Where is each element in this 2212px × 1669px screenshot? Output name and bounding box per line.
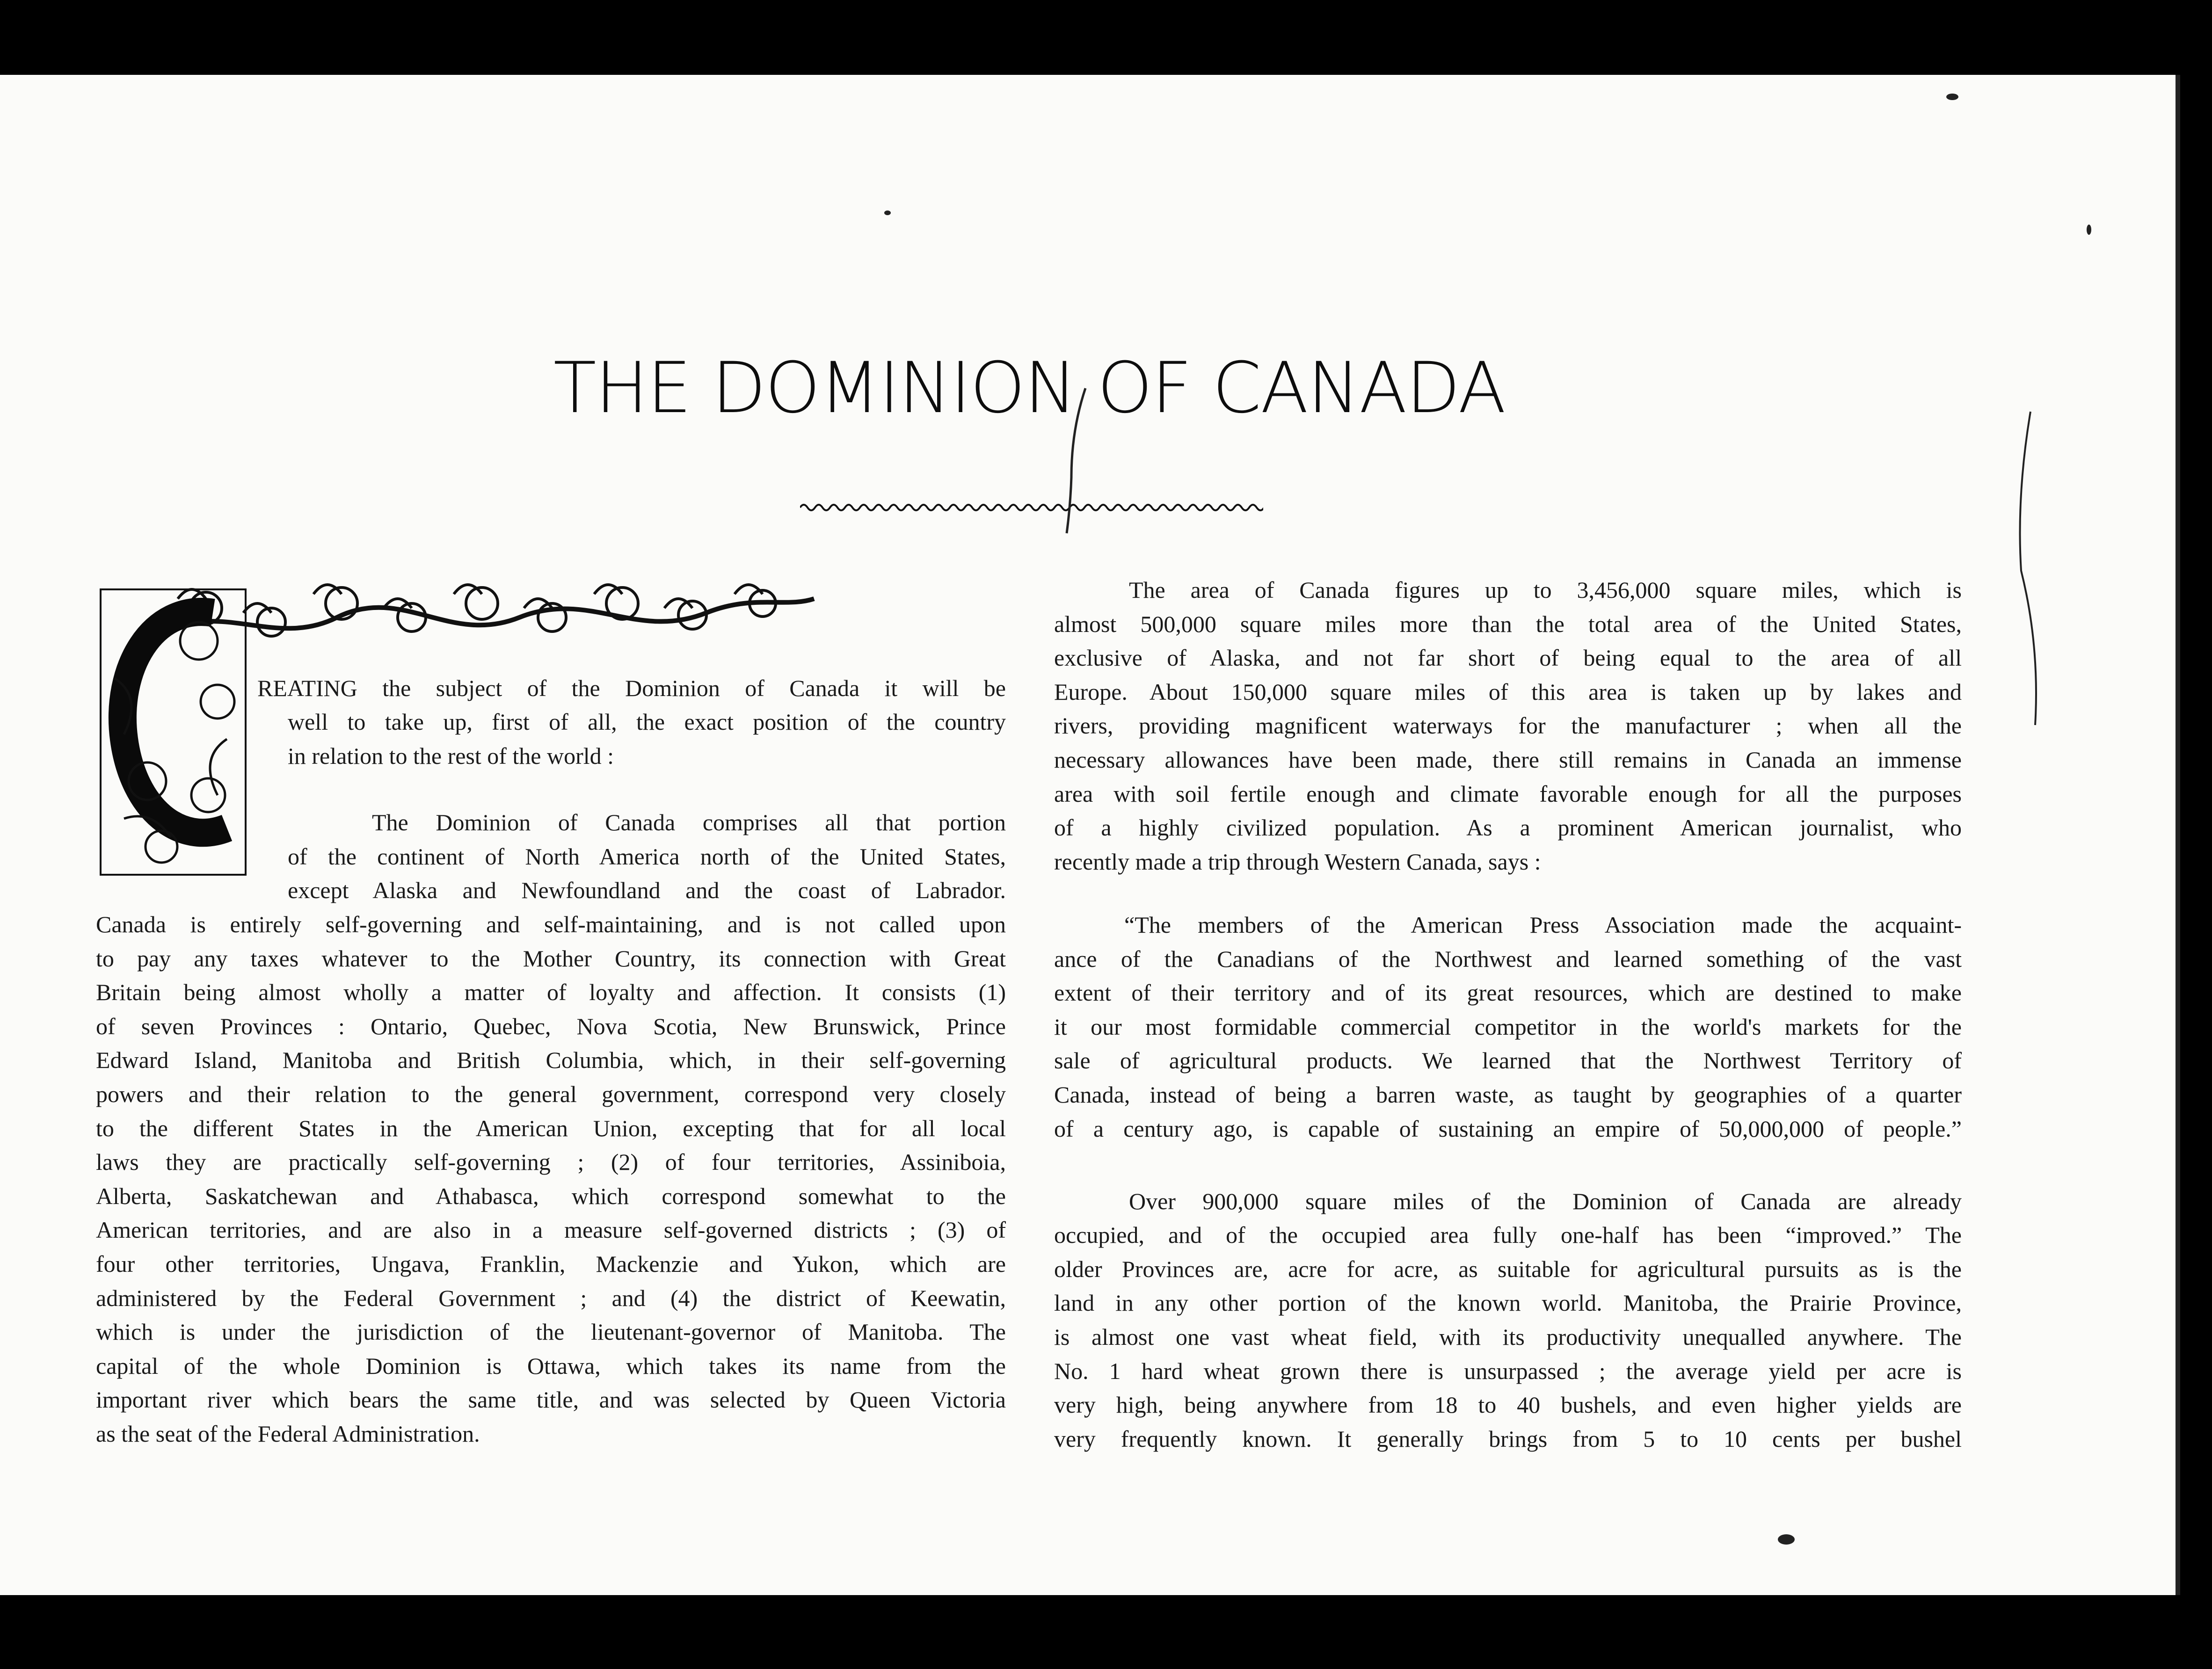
pencil-mark [2012,402,2068,730]
text-line: Over 900,000 square miles of the Dominion of Canada are already [1129,1188,1962,1214]
text-line: rivers, providing magnificent waterways for the manufacturer ; when all the [1054,712,1962,739]
text-line: powers and their relation to the general government, correspond very closely [96,1081,1006,1107]
text-line: area with soil fertile enough and climate favorable enough for all the purposes [1054,780,1962,807]
intro-line: REATING the subject of the Dominion of Canada it will be [257,675,1006,701]
text-line: Britain being almost wholly a matter of loyalty and affection. It consists (1) [96,979,1006,1006]
wavy-rule [800,498,1263,517]
text-line: to the different States in the American Union, excepting that for all local [96,1115,1006,1141]
right-column [1054,573,1962,1476]
pencil-mark [1053,384,1109,538]
text-line: very frequently known. It generally brings from 5 to 10 cents per bushel [1054,1425,1962,1452]
text-line: as the seat of the Federal Administration. [96,1420,480,1447]
text-line: which is under the jurisdiction of the lieutenant-governor of Manitoba. The [96,1319,1006,1345]
text-line: almost 500,000 square miles more than the total area of the United States, [1054,610,1962,637]
text-line: ance of the Canadians of the Northwest and learned something of the vast [1054,945,1962,972]
text-line: No. 1 hard wheat grown there is unsurpassed ; the average yield per acre is [1054,1357,1962,1384]
left-column [96,566,1006,1464]
paragraph-2-indented [288,805,1006,907]
text-line: Edward Island, Manitoba and British Columbia, which, in their self-governing [96,1047,1006,1074]
scan-speck [2087,225,2091,235]
paragraph-gap [1054,1146,1962,1180]
text-line: recently made a trip through Western Canada, says : [1054,848,1541,875]
text-line: Europe. About 150,000 square miles of this area is taken up by lakes and [1054,678,1962,705]
ornamental-drop-cap [96,585,250,879]
text-line: important river which bears the same title, and was selected by Queen Victoria [96,1386,1006,1413]
page-title: THE DOMINION OF CANADA [553,348,1506,429]
text-line: four other territories, Ungava, Franklin, Mackenzie and Yukon, which are [96,1250,1006,1277]
text-line: sale of agricultural products. We learned that the Northwest Territory of [1054,1047,1962,1074]
text-line: administered by the Federal Government ; and (4) the district of Keewatin, [96,1284,1006,1311]
text-line: very high, being anywhere from 18 to 40 bushels, and even higher yields are [1054,1392,1962,1418]
text-line: occupied, and of the occupied area fully one-half has been “improved.” The [1054,1222,1962,1248]
text-line: except Alaska and Newfoundland and the coast of Labrador. [288,877,1006,904]
paragraph-area [1054,573,1962,878]
text-line: of a highly civilized population. As a prominent American journalist, who [1054,814,1962,841]
paragraph-occupied [1054,1184,1962,1456]
paragraph-2 [96,907,1006,1451]
text-line: of seven Provinces : Ontario, Quebec, Nova Scotia, New Brunswick, Prince [96,1013,1006,1039]
scan-speck [1778,1534,1795,1545]
text-line: capital of the whole Dominion is Ottawa, which takes its name from the [96,1352,1006,1379]
text-line: The area of Canada figures up to 3,456,000 square miles, which is [1129,577,1962,603]
text-line: American territories, and are also in a measure self-governed districts ; (3) of [96,1217,1006,1243]
text-line: it our most formidable commercial competitor in the world's markets for the [1054,1013,1962,1040]
text-line: Canada is entirely self-governing and self-maintaining, and is not called upon [96,911,1006,937]
scan-speck [884,210,891,215]
text-line: The Dominion of Canada comprises all that portion [372,809,1006,835]
scan-speck [1946,94,1958,100]
text-line: to pay any taxes whatever to the Mother Country, its connection with Great [96,945,1006,972]
text-line: of a century ago, is capable of sustaining an empire of 50,000,000 of people.” [1054,1115,1962,1142]
text-line: necessary allowances have been made, there still remains in Canada an immense [1054,746,1962,773]
document-page [0,75,2180,1595]
text-line: of the continent of North America north of the United States, [288,843,1006,870]
intro-paragraph-continued [288,705,1006,773]
text-line: land in any other portion of the known world. Manitoba, the Prairie Province, [1054,1290,1962,1316]
intro-line: well to take up, first of all, the exact position of the country [288,709,1006,735]
intro-line: in relation to the rest of the world : [288,742,614,769]
text-line: Alberta, Saskatchewan and Athabasca, which correspond somewhat to the [96,1183,1006,1209]
text-line: laws they are practically self-governing ; (2) of four territories, Assiniboia, [96,1149,1006,1176]
text-line: exclusive of Alaska, and not far short of being equal to the area of all [1054,645,1962,671]
text-line: older Provinces are, acre for acre, as suitable for agricultural pursuits as is the [1054,1255,1962,1282]
text-line: extent of their territory and of its great resources, which are destined to make [1054,980,1962,1006]
intro-paragraph [257,671,1006,705]
text-line: “The members of the American Press Association made the acquaint- [1124,911,1962,938]
text-line: is almost one vast wheat field, with its productivity unequalled anywhere. The [1054,1324,1962,1350]
press-quote [1054,908,1962,1146]
text-line: Canada, instead of being a barren waste, as taught by geographies of a quarter [1054,1081,1962,1108]
